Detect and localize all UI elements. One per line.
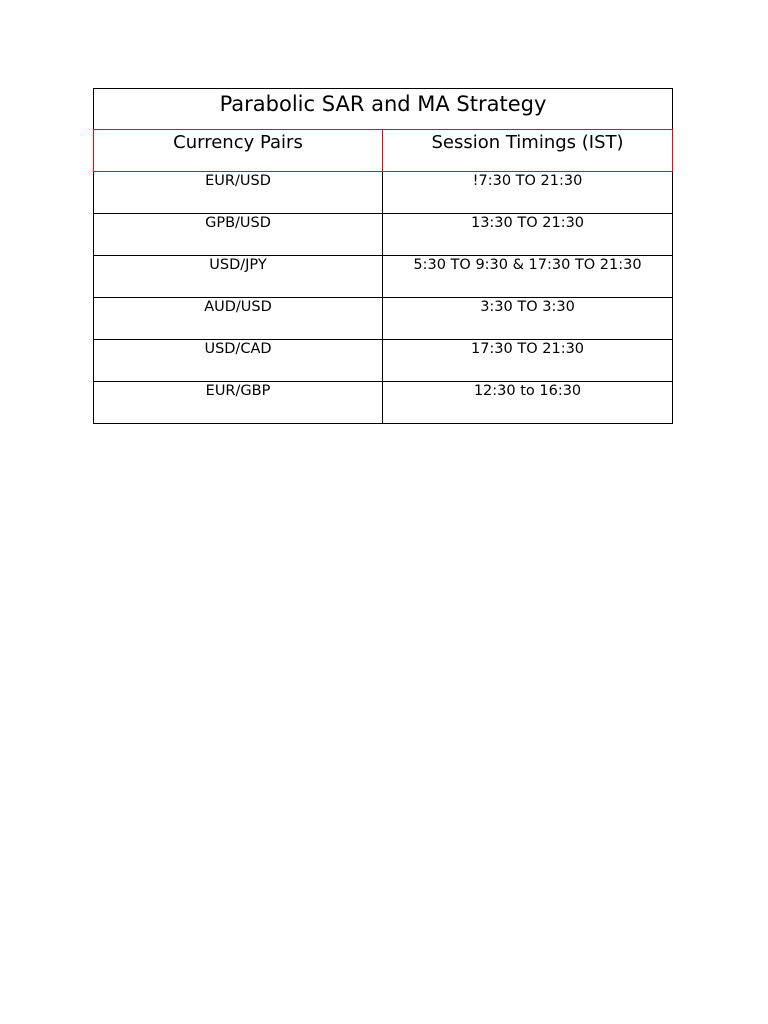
currency-pair-cell: USD/JPY	[94, 256, 383, 297]
session-timing-cell: 12:30 to 16:30	[473, 383, 582, 399]
session-timing-cell: !7:30 TO 21:30	[472, 173, 583, 189]
currency-pair-cell: AUD/USD	[94, 298, 383, 339]
table-row	[94, 297, 672, 339]
session-timing-cell: 13:30 TO 21:30	[470, 215, 585, 231]
currency-pair-cell: EUR/USD	[94, 172, 383, 213]
table-row	[94, 255, 672, 297]
table-row	[94, 213, 672, 255]
table-title: Parabolic SAR and MA Strategy	[219, 92, 547, 116]
header-currency-pairs: Currency Pairs	[94, 130, 383, 171]
table-row	[94, 339, 672, 381]
currency-pair-cell: EUR/GBP	[94, 382, 383, 423]
session-timing-cell: 3:30 TO 3:30	[480, 299, 575, 315]
session-timing-cell: 5:30 TO 9:30 & 17:30 TO 21:30	[413, 257, 642, 273]
table-title-row	[93, 88, 673, 129]
session-timing-cell: 17:30 TO 21:30	[470, 341, 585, 357]
header-session-timings: Session Timings (IST)	[431, 132, 624, 153]
table-row	[94, 381, 672, 423]
table-row	[94, 172, 672, 213]
currency-pair-cell: GPB/USD	[94, 214, 383, 255]
table-header-row	[93, 129, 673, 172]
currency-pair-cell: USD/CAD	[94, 340, 383, 381]
strategy-table	[93, 88, 673, 424]
table-body	[93, 172, 673, 424]
